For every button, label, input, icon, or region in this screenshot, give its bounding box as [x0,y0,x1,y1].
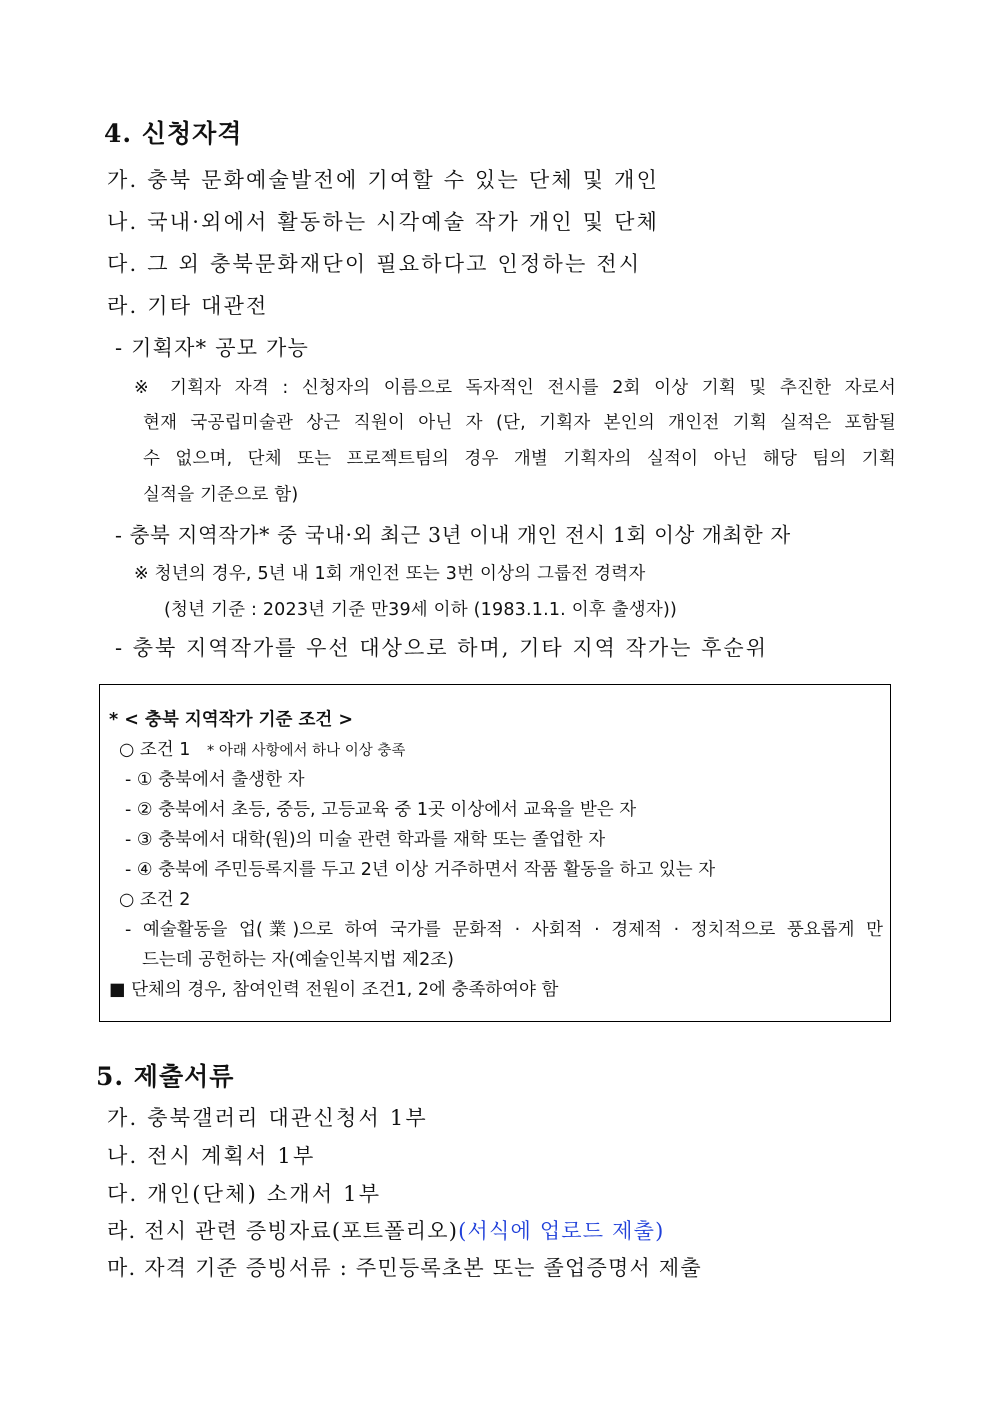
regional-priority-line: - 충북 지역작가를 우선 대상으로 하며, 기타 지역 작가는 후순위 [115,636,768,660]
curator-note-line-4: 실적을 기준으로 함) [143,485,299,505]
group-condition-note: ■ 단체의 경우, 참여인력 전원이 조건1, 2에 충족하여야 함 [109,980,559,1000]
regional-artist-criteria-box [99,684,891,1022]
curator-eligibility-line: - 기획자* 공모 가능 [115,336,310,360]
document-item-ra-text: 라. 전시 관련 증빙자료(포트폴리오) [107,1219,459,1243]
section-5-title: 5. 제출서류 [96,1062,235,1091]
document-item-da: 다. 개인(단체) 소개서 1부 [107,1182,382,1206]
eligibility-item-da: 다. 그 외 충북문화재단이 필요하다고 인정하는 전시 [107,252,642,276]
condition-1-item-3: - ③ 충북에서 대학(원)의 미술 관련 학과를 재학 또는 졸업한 자 [125,830,606,850]
document-item-ra [107,1215,665,1245]
condition-1-item-1: - ① 충북에서 출생한 자 [125,770,305,790]
condition-2-line-2: 드는데 공헌하는 자(예술인복지법 제2조) [142,950,454,970]
document-item-ga: 가. 충북갤러리 대관신청서 1부 [107,1106,428,1130]
curator-note-line-2: 현재 국공립미술관 상근 직원이 아닌 자 (단, 기획자 본인의 개인전 기획 실적은 포함될 [143,413,896,433]
condition-1-label: ○ 조건 1 [119,740,191,760]
curator-note-line-1: ※ 기획자 자격 : 신청자의 이름으로 독자적인 전시를 2회 이상 기획 및 추진한 자로서 [134,378,896,398]
section-4-title: 4. 신청자격 [104,119,243,148]
document-item-na: 나. 전시 계획서 1부 [107,1144,316,1168]
youth-note-line-2: (청년 기준 : 2023년 기준 만39세 이하 (1983.1.1. 이후 출생자)) [164,600,678,620]
criteria-box-title: * < 충북 지역작가 기준 조건 > [109,710,354,730]
eligibility-item-na: 나. 국내·외에서 활동하는 시각예술 작가 개인 및 단체 [107,210,660,234]
condition-2-label: ○ 조건 2 [119,890,191,910]
curator-note-line-3: 수 없으며, 단체 또는 프로젝트팀의 경우 개별 기획자의 실적이 아닌 해당 팀의 기획 [143,449,896,469]
youth-note-line-1: ※ 청년의 경우, 5년 내 1회 개인전 또는 3번 이상의 그룹전 경력자 [134,564,646,584]
eligibility-item-ra: 라. 기타 대관전 [107,294,269,318]
eligibility-item-ga: 가. 충북 문화예술발전에 기여할 수 있는 단체 및 개인 [107,168,660,192]
condition-1-note: * 아래 사항에서 하나 이상 충족 [207,743,406,759]
document-item-ma: 마. 자격 기준 증빙서류 : 주민등록초본 또는 졸업증명서 제출 [107,1256,702,1280]
condition-2-line-1: - 예술활동을 업(業)으로 하여 국가를 문화적 · 사회적 · 경제적 · 정치적으로 풍요롭게 만 [125,920,883,940]
condition-1-item-2: - ② 충북에서 초등, 중등, 고등교육 중 1곳 이상에서 교육을 받은 자 [125,800,637,820]
upload-instruction-text: (서식에 업로드 제출) [458,1219,665,1243]
condition-1-item-4: - ④ 충북에 주민등록지를 두고 2년 이상 거주하면서 작품 활동을 하고 있는 자 [125,860,716,880]
regional-artist-eligibility-line: - 충북 지역작가* 중 국내·외 최근 3년 이내 개인 전시 1회 이상 개최한 자 [115,523,791,547]
